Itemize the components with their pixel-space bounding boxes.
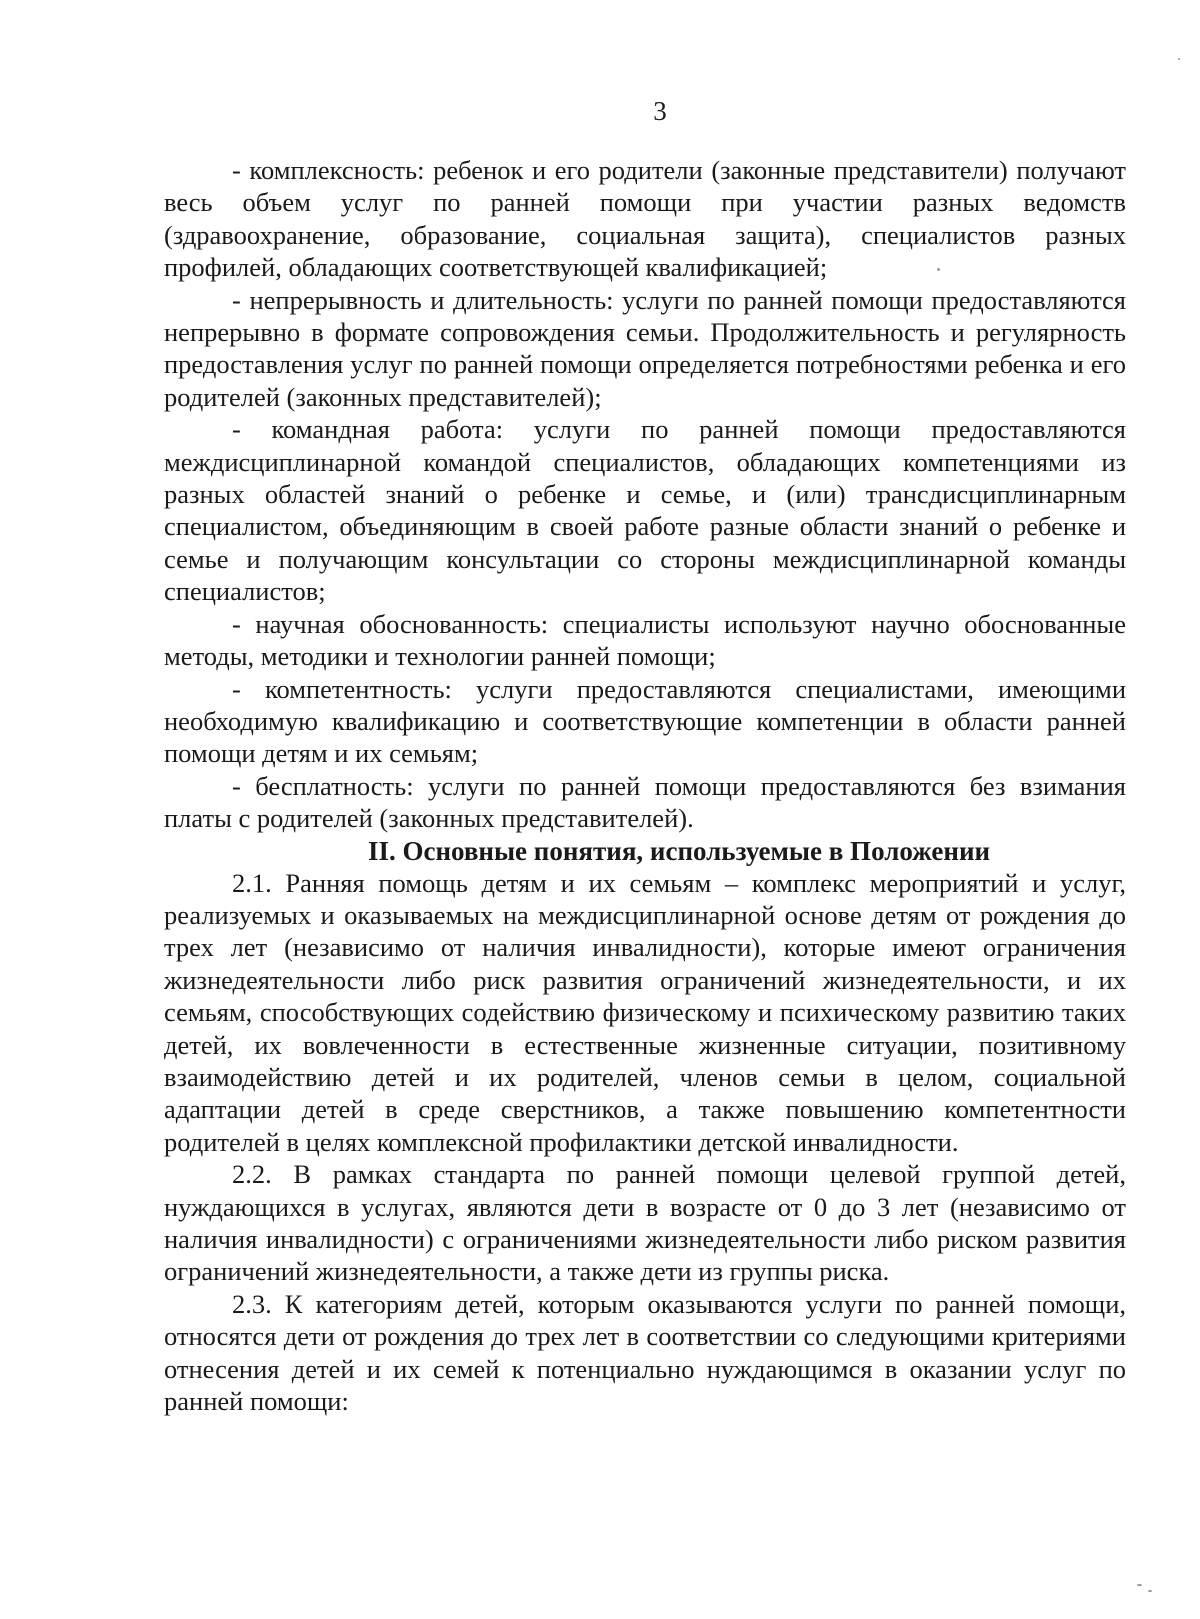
principle-complexity: - комплексность: ребенок и его родители (законные представители) получают весь объем услуг по ранней помощи при участии разных ведомств (здравоохранение, образование, социальная защита), специалистов разных профилей, обладающих соответствующей квалификацией; xyxy=(164,155,1126,283)
section-heading: II. Основные понятия, используемые в Положении xyxy=(367,835,991,866)
principle-scientific-basis: - научная обоснованность: специалисты используют научно обоснованные методы, методики и технологии ранней помощи; xyxy=(164,608,1126,672)
scan-speck xyxy=(1148,1590,1152,1592)
clause-2-2: 2.2. В рамках стандарта по ранней помощи целевой группой детей, нуждающихся в услугах, являются дети в возрасте от 0 до 3 лет (независимо от наличия инвалидности) с ограничениями жизнедеятельности либо риском развития ограничений жизнедеятельности, а также дети из группы риска. xyxy=(164,1159,1126,1287)
principle-teamwork: - командная работа: услуги по ранней помощи предоставляются междисциплинарной командой специалистов, обладающих компетенциями из разных областей знаний о ребенке и семье, и (или) трансдисциплинарным специалистом, объединяющим в своей работе разные области знаний о ребенке и семье и получающим консультации со стороны междисциплинарной команды специалистов; xyxy=(164,414,1126,607)
document-body xyxy=(164,154,1126,1417)
scan-speck xyxy=(1178,58,1180,60)
page-number: 3 xyxy=(653,96,667,126)
scan-speck xyxy=(937,268,940,271)
clause-2-1: 2.1. Ранняя помощь детям и их семьям – комплекс мероприятий и услуг, реализуемых и оказываемых на междисциплинарной основе детям от рождения до трех лет (независимо от наличия инвалидности), которые имеют ограничения жизнедеятельности либо риск развития ограничений жизнедеятельности, и их семьям, способствующих содействию физическому и психическому развитию таких детей, их вовлеченности в естественные жизненные ситуации, позитивному взаимодействию детей и их родителей, членов семьи в целом, социальной адаптации детей в среде сверстников, а также повышению компетентности родителей в целях комплексной профилактики детской инвалидности. xyxy=(164,867,1126,1157)
principle-competence: - компетентность: услуги предоставляются специалистами, имеющими необходимую квалификацию и соответствующие компетенции в области ранней помощи детям и их семьям; xyxy=(164,673,1126,769)
clause-2-3: 2.3. К категориям детей, которым оказываются услуги по ранней помощи, относятся дети от рождения до трех лет в соответствии со следующими критериями отнесения детей и их семей к потенциально нуждающимся в оказании услуг по ранней помощи: xyxy=(164,1288,1126,1417)
principle-free-of-charge: - бесплатность: услуги по ранней помощи предоставляются без взимания платы с родителей (законных представителей). xyxy=(164,770,1126,834)
principle-continuity: - непрерывность и длительность: услуги по ранней помощи предоставляются непрерывно в формате сопровождения семьи. Продолжительность и регулярность предоставления услуг по ранней помощи определяется потребностями ребенка и его родителей (законных представителей); xyxy=(164,284,1126,412)
scan-speck xyxy=(1137,1584,1142,1586)
